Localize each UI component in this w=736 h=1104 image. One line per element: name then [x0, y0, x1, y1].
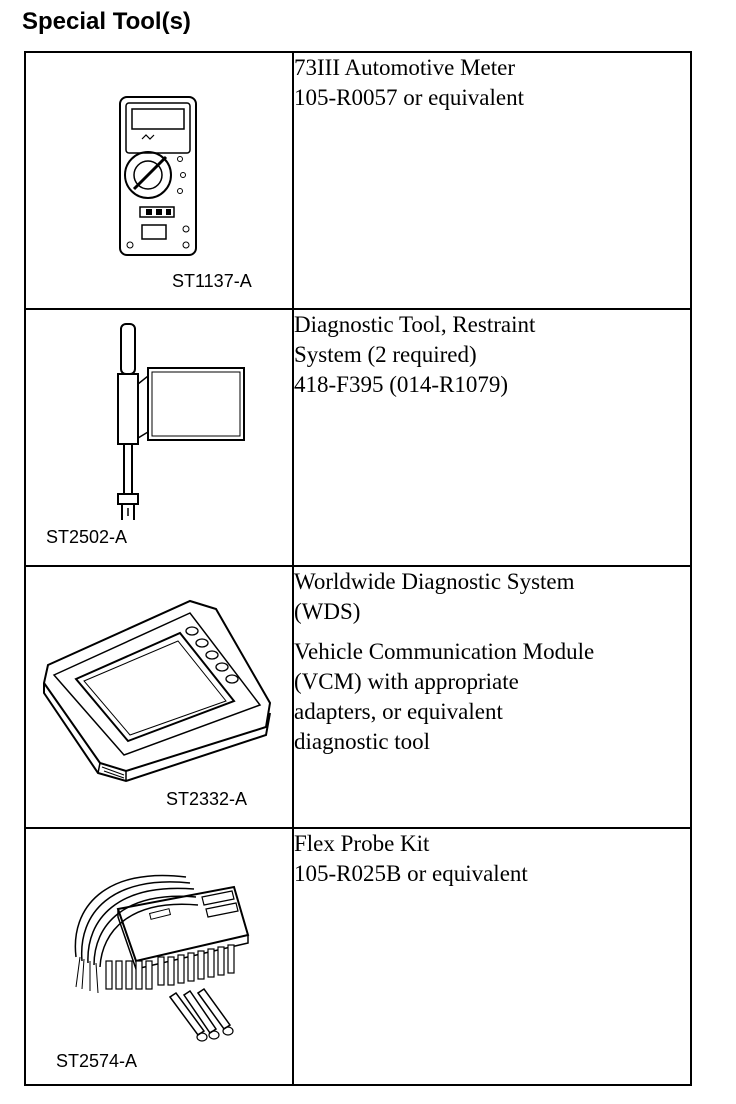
tool-description-cell	[293, 52, 691, 309]
tool-row-flex-probe	[25, 828, 691, 1085]
figure-label: ST2502-A	[46, 527, 128, 547]
tool-alt-name-cont: (VCM) with appropriate	[294, 669, 519, 694]
tool-part-number: 105-R025B or equivalent	[294, 861, 528, 886]
tool-part-number: 105-R0057 or equivalent	[294, 85, 524, 110]
figure-label: ST2574-A	[56, 1051, 138, 1071]
tool-image-cell	[25, 828, 293, 1085]
wds-handheld-icon	[40, 595, 276, 785]
flex-probe-kit-icon	[66, 857, 262, 1047]
tool-name: Flex Probe Kit	[294, 831, 430, 856]
tool-name: Worldwide Diagnostic System	[294, 569, 575, 594]
tool-description-cell	[293, 828, 691, 1085]
tool-description-cell	[293, 309, 691, 566]
tool-name-cont: System (2 required)	[294, 342, 477, 367]
tool-name-cont: (WDS)	[294, 599, 361, 624]
tool-name: 73III Automotive Meter	[294, 55, 516, 80]
tool-row-meter	[25, 52, 691, 309]
tool-name: Diagnostic Tool, Restraint	[294, 312, 536, 337]
tool-alt-name-cont: adapters, or equivalent	[294, 699, 503, 724]
tool-image-cell	[25, 309, 293, 566]
tool-row-wds	[25, 566, 691, 828]
tool-image-cell	[25, 52, 293, 309]
tool-image-cell	[25, 566, 293, 828]
multimeter-icon	[116, 95, 206, 260]
tool-alt-name-cont: diagnostic tool	[294, 729, 431, 754]
restraint-diagnostic-tool-icon	[96, 320, 266, 535]
figure-label: ST1137-A	[172, 271, 252, 291]
figure-label: ST2332-A	[166, 789, 248, 809]
tool-alt-name: Vehicle Communication Module	[294, 639, 595, 664]
page-title: Special Tool(s)	[22, 8, 191, 35]
tool-part-number: 418-F395 (014-R1079)	[294, 372, 509, 397]
tool-description-cell	[293, 566, 691, 828]
tool-row-restraint	[25, 309, 691, 566]
special-tools-table	[24, 51, 692, 1086]
